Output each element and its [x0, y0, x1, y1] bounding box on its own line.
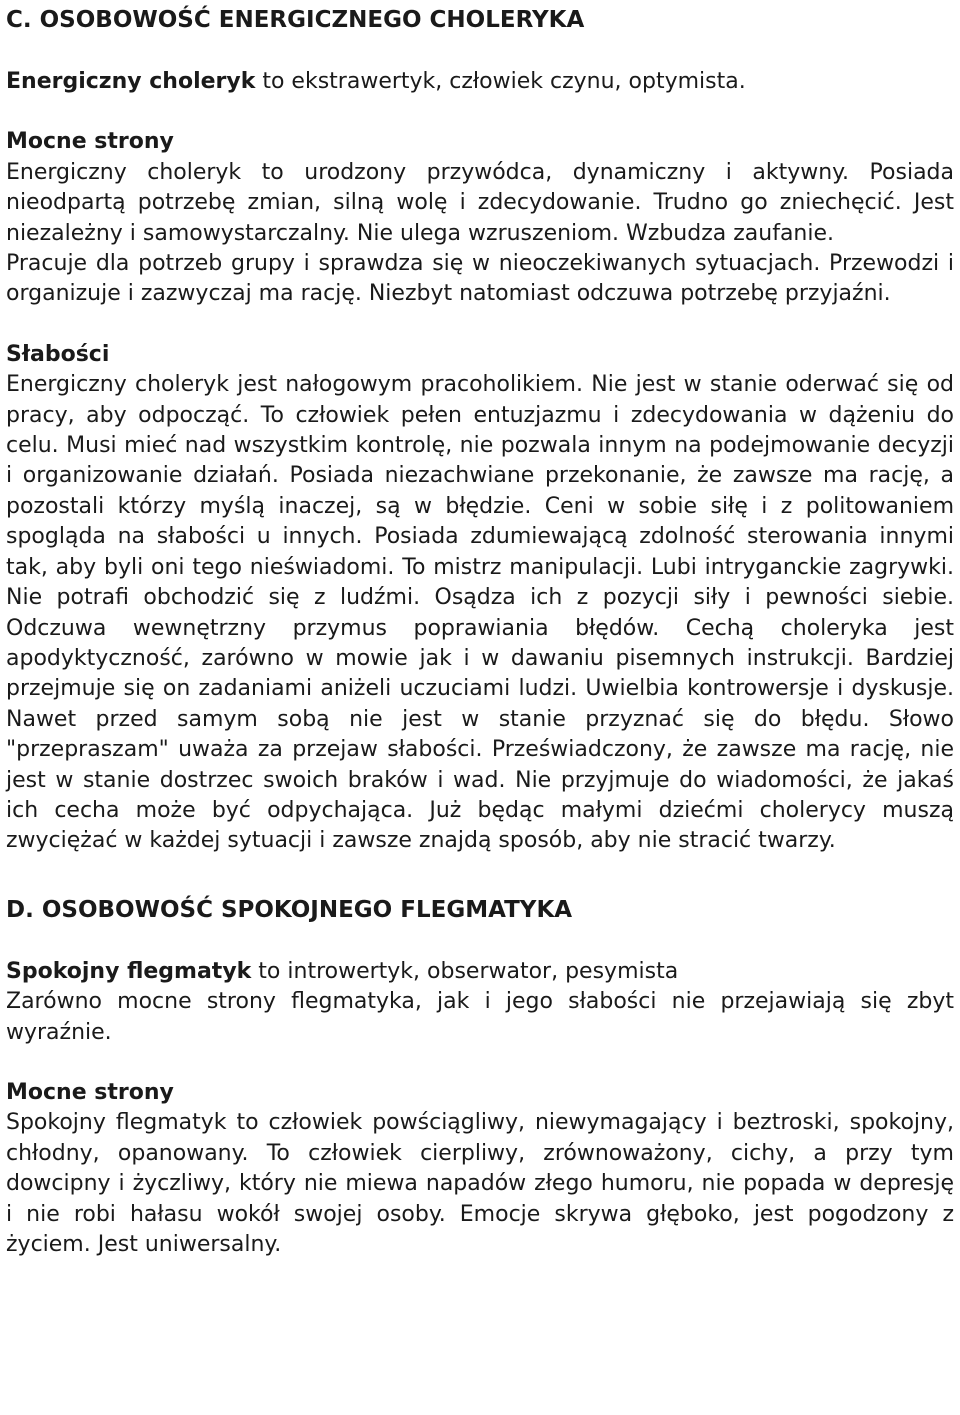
section-c-weaknesses-text: Energiczny choleryk jest nałogowym pracoholikiem. Nie jest w stanie oderwać się od pracy, aby odpocząć. To człowiek pełen entuzjazmu i zdecydowania w dążeniu do celu. Musi mieć nad wszystkim kontrolę, nie pozwala innym na podejmowanie decyzji i organizowanie działań. Posiada niezachwiane przekonanie, że zawsze ma rację, a pozostali którzy myślą inaczej, są w błędzie. Ceni w sobie siłę i z politowaniem spogląda na słabości u innych. Posiada zdumiewającą zdolność sterowania innymi tak, aby byli oni tego nieświadomi. To mistrz manipulacji. Lubi intryganckie zagrywki. Nie potrafi obchodzić się z ludźmi. Osądza ich z pozycji siły i pewności siebie. Odczuwa wewnętrzny przymus poprawiania błędów. Cechą choleryka jest apodyktyczność, zarówno w mowie jak i w dawaniu pisemnych instrukcji. Bardziej przejmuje się on zadaniami aniżeli uczuciami ludzi. Uwielbia kontrowersje i dyskusje. Nawet przed samym sobą nie jest w stanie przyznać się do błędu. Słowo "przepraszam" uważa za przejaw słabości. Przeświadczony, że zawsze ma rację, nie jest w stanie dostrzec swoich braków i wad. Nie przyjmuje do wiadomości, że jakaś ich cecha może być odpychająca. Już będąc małymi dziećmi cholerycy muszą zwyciężać w każdej sytuacji i zawsze znajdą sposób, aby nie stracić twarzy. — [6, 372, 954, 854]
section-c-heading: C. OSOBOWOŚĆ ENERGICZNEGO CHOLERYKA — [6, 7, 585, 33]
section-d-intro — [6, 957, 954, 987]
section-c-strengths-text-1: Energiczny choleryk to urodzony przywódca, dynamiczny i aktywny. Posiada nieodpartą potrzebę zmian, silną wolę i zdecydowanie. Trudno go zniechęcić. Jest niezależny i samowystarczalny. Nie ulega wzruszeniom. Wzbudza zaufanie. — [6, 159, 954, 246]
section-d-intro-lead: Spokojny flegmatyk — [6, 958, 252, 984]
section-c-intro — [6, 67, 954, 97]
section-c-weaknesses-title: Słabości — [6, 341, 110, 367]
section-c-strengths-title: Mocne strony — [6, 129, 174, 155]
section-d-heading: D. OSOBOWOŚĆ SPOKOJNEGO FLEGMATYKA — [6, 896, 573, 923]
section-d-strengths-title: Mocne strony — [6, 1079, 174, 1105]
section-c-strengths-text-2: Pracuje dla potrzeb grupy i sprawdza się w nieoczekiwanych sytuacjach. Przewodzi i organizuje i zazwyczaj ma rację. Niezbyt natomiast odczuwa potrzebę przyjaźni. — [6, 251, 954, 307]
section-c-intro-lead: Energiczny choleryk — [6, 69, 256, 94]
section-d-strengths-text: Spokojny flegmatyk to człowiek powściągliwy, niewymagający i beztroski, spokojny, chłodny, opanowany. To człowiek cierpliwy, zrównoważony, cichy, a przy tym dowcipny i życzliwy, który nie miewa napadów złego humoru, nie popada w depresję i nie robi hałasu wokół swojej osoby. Emocje skrywa głęboko, jest pogodzony z życiem. Jest uniwersalny. — [6, 1110, 954, 1257]
section-d-intro-text-2: Zarówno mocne strony flegmatyka, jak i jego słabości nie przejawiają się zbyt wyraźnie. — [6, 989, 954, 1045]
section-c-intro-rest: to ekstrawertyk, człowiek czynu, optymista. — [255, 69, 746, 94]
section-d-intro-rest: to introwertyk, obserwator, pesymista — [251, 958, 679, 984]
